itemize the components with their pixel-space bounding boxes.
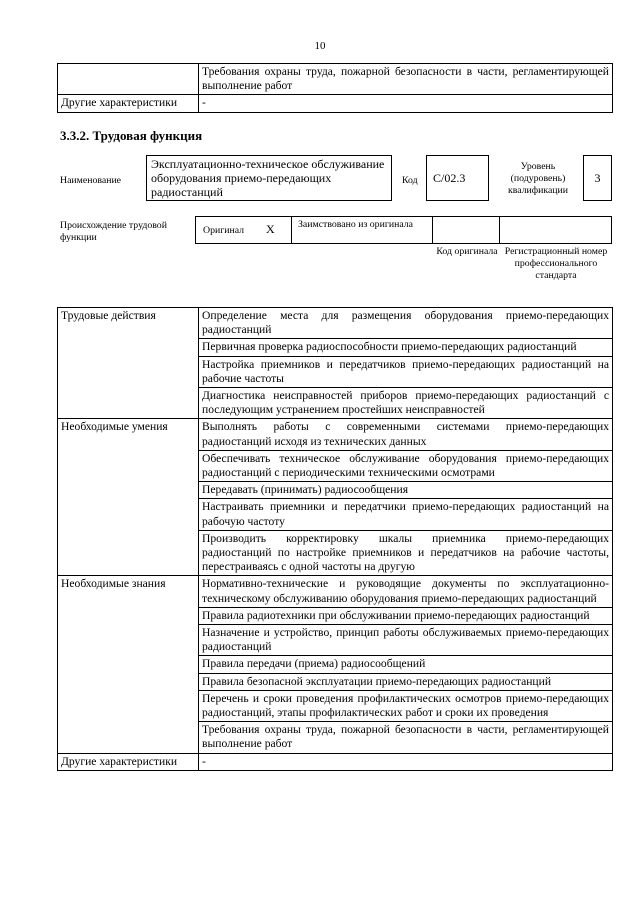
divider <box>291 217 292 243</box>
group-label: Другие характеристики <box>58 753 199 770</box>
page-number: 10 <box>314 40 326 52</box>
name-label: Наименование <box>60 175 122 186</box>
table-cell: Правила передачи (приема) радиосообщений <box>199 656 613 673</box>
table-cell: Диагностика неисправностей приборов приемо-передающих радиостанций с последующим устранением простейших неисправностей <box>199 388 613 419</box>
original-mark: X <box>266 222 275 236</box>
table-cell: Определение места для размещения оборудования приемо-передающих радиостанций <box>199 308 613 339</box>
name-value: Эксплуатационно-техническое обслуживание оборудования приемо-передающих радиостанций <box>151 157 385 199</box>
level-box <box>583 155 612 201</box>
divider <box>499 217 500 243</box>
table-cell: Правила радиотехники при обслуживании приемо-передающих радиостанций <box>199 607 613 624</box>
group-label: Необходимые знания <box>58 576 199 753</box>
row-text: Требования охраны труда, пожарной безопасности в части, регламентирующей выполнение работ <box>199 64 613 95</box>
table-cell: Правила безопасной эксплуатации приемо-передающих радиостанций <box>199 673 613 690</box>
group-label: Необходимые умения <box>58 419 199 576</box>
table-cell: Нормативно-технические и руководящие документы по эксплуатационно-техническому обслуживанию оборудования приемо-передающих радиостанций <box>199 576 613 607</box>
table-cell: Требования охраны труда, пожарной безопасности в части, регламентирующей выполнение работ <box>199 722 613 753</box>
table-cell: - <box>199 753 613 770</box>
group-label: Трудовые действия <box>58 308 199 419</box>
main-table <box>57 307 613 771</box>
row-text: - <box>199 95 613 112</box>
level-value: 3 <box>594 171 601 185</box>
section-title: 3.3.2. Трудовая функция <box>60 128 203 143</box>
table-row <box>58 419 613 450</box>
table-row <box>58 95 613 112</box>
table-cell: Обеспечивать техническое обслуживание оборудования приемо-передающих радиостанций с периодическими техническими осмотрами <box>199 450 613 481</box>
code-box <box>426 155 489 201</box>
origin-box <box>195 216 612 244</box>
level-label: Уровень (подуровень) квалификации <box>507 161 569 196</box>
code-caption: Код оригинала <box>436 246 498 257</box>
table-cell: Первичная проверка радиоспособности приемо-передающих радиостанций <box>199 339 613 356</box>
origin-label: Происхождение трудовой функции <box>60 220 167 243</box>
table-cell: Производить корректировку шкалы приемника приемо-передающих радиостанций по настройке приемников и передатчиков на рабочие частоты, перестраиваясь с одной частоты на другую <box>199 530 613 576</box>
top-table <box>57 63 613 113</box>
original-label: Оригинал <box>203 225 245 236</box>
table-row <box>58 576 613 607</box>
table-cell: Настройка приемников и передатчиков приемо-передающих радиостанций на рабочие частоты <box>199 356 613 387</box>
table-cell: Назначение и устройство, принцип работы обслуживаемых приемо-передающих радиостанций <box>199 625 613 656</box>
table-cell: Перечень и сроки проведения профилактических осмотров приемо-передающих радиостанций, этапы профилактических работ и сроки их проведения <box>199 690 613 721</box>
row-label <box>58 64 199 95</box>
name-box <box>146 155 392 201</box>
table-row <box>58 64 613 95</box>
divider <box>432 217 433 243</box>
borrowed-label: Заимствовано из оригинала <box>298 219 413 230</box>
table-row <box>58 308 613 339</box>
code-label: Код <box>402 175 418 186</box>
table-cell: Настраивать приемники и передатчики приемо-передающих радиостанций на рабочую частоту <box>199 499 613 530</box>
reg-caption: Регистрационный номер профессионального стандарта <box>504 246 608 281</box>
code-value: C/02.3 <box>433 171 466 185</box>
table-cell: Передавать (принимать) радиосообщения <box>199 482 613 499</box>
row-label: Другие характеристики <box>58 95 199 112</box>
table-cell: Выполнять работы с современными системами приемо-передающих радиостанций исходя из технических данных <box>199 419 613 450</box>
table-row <box>58 753 613 770</box>
